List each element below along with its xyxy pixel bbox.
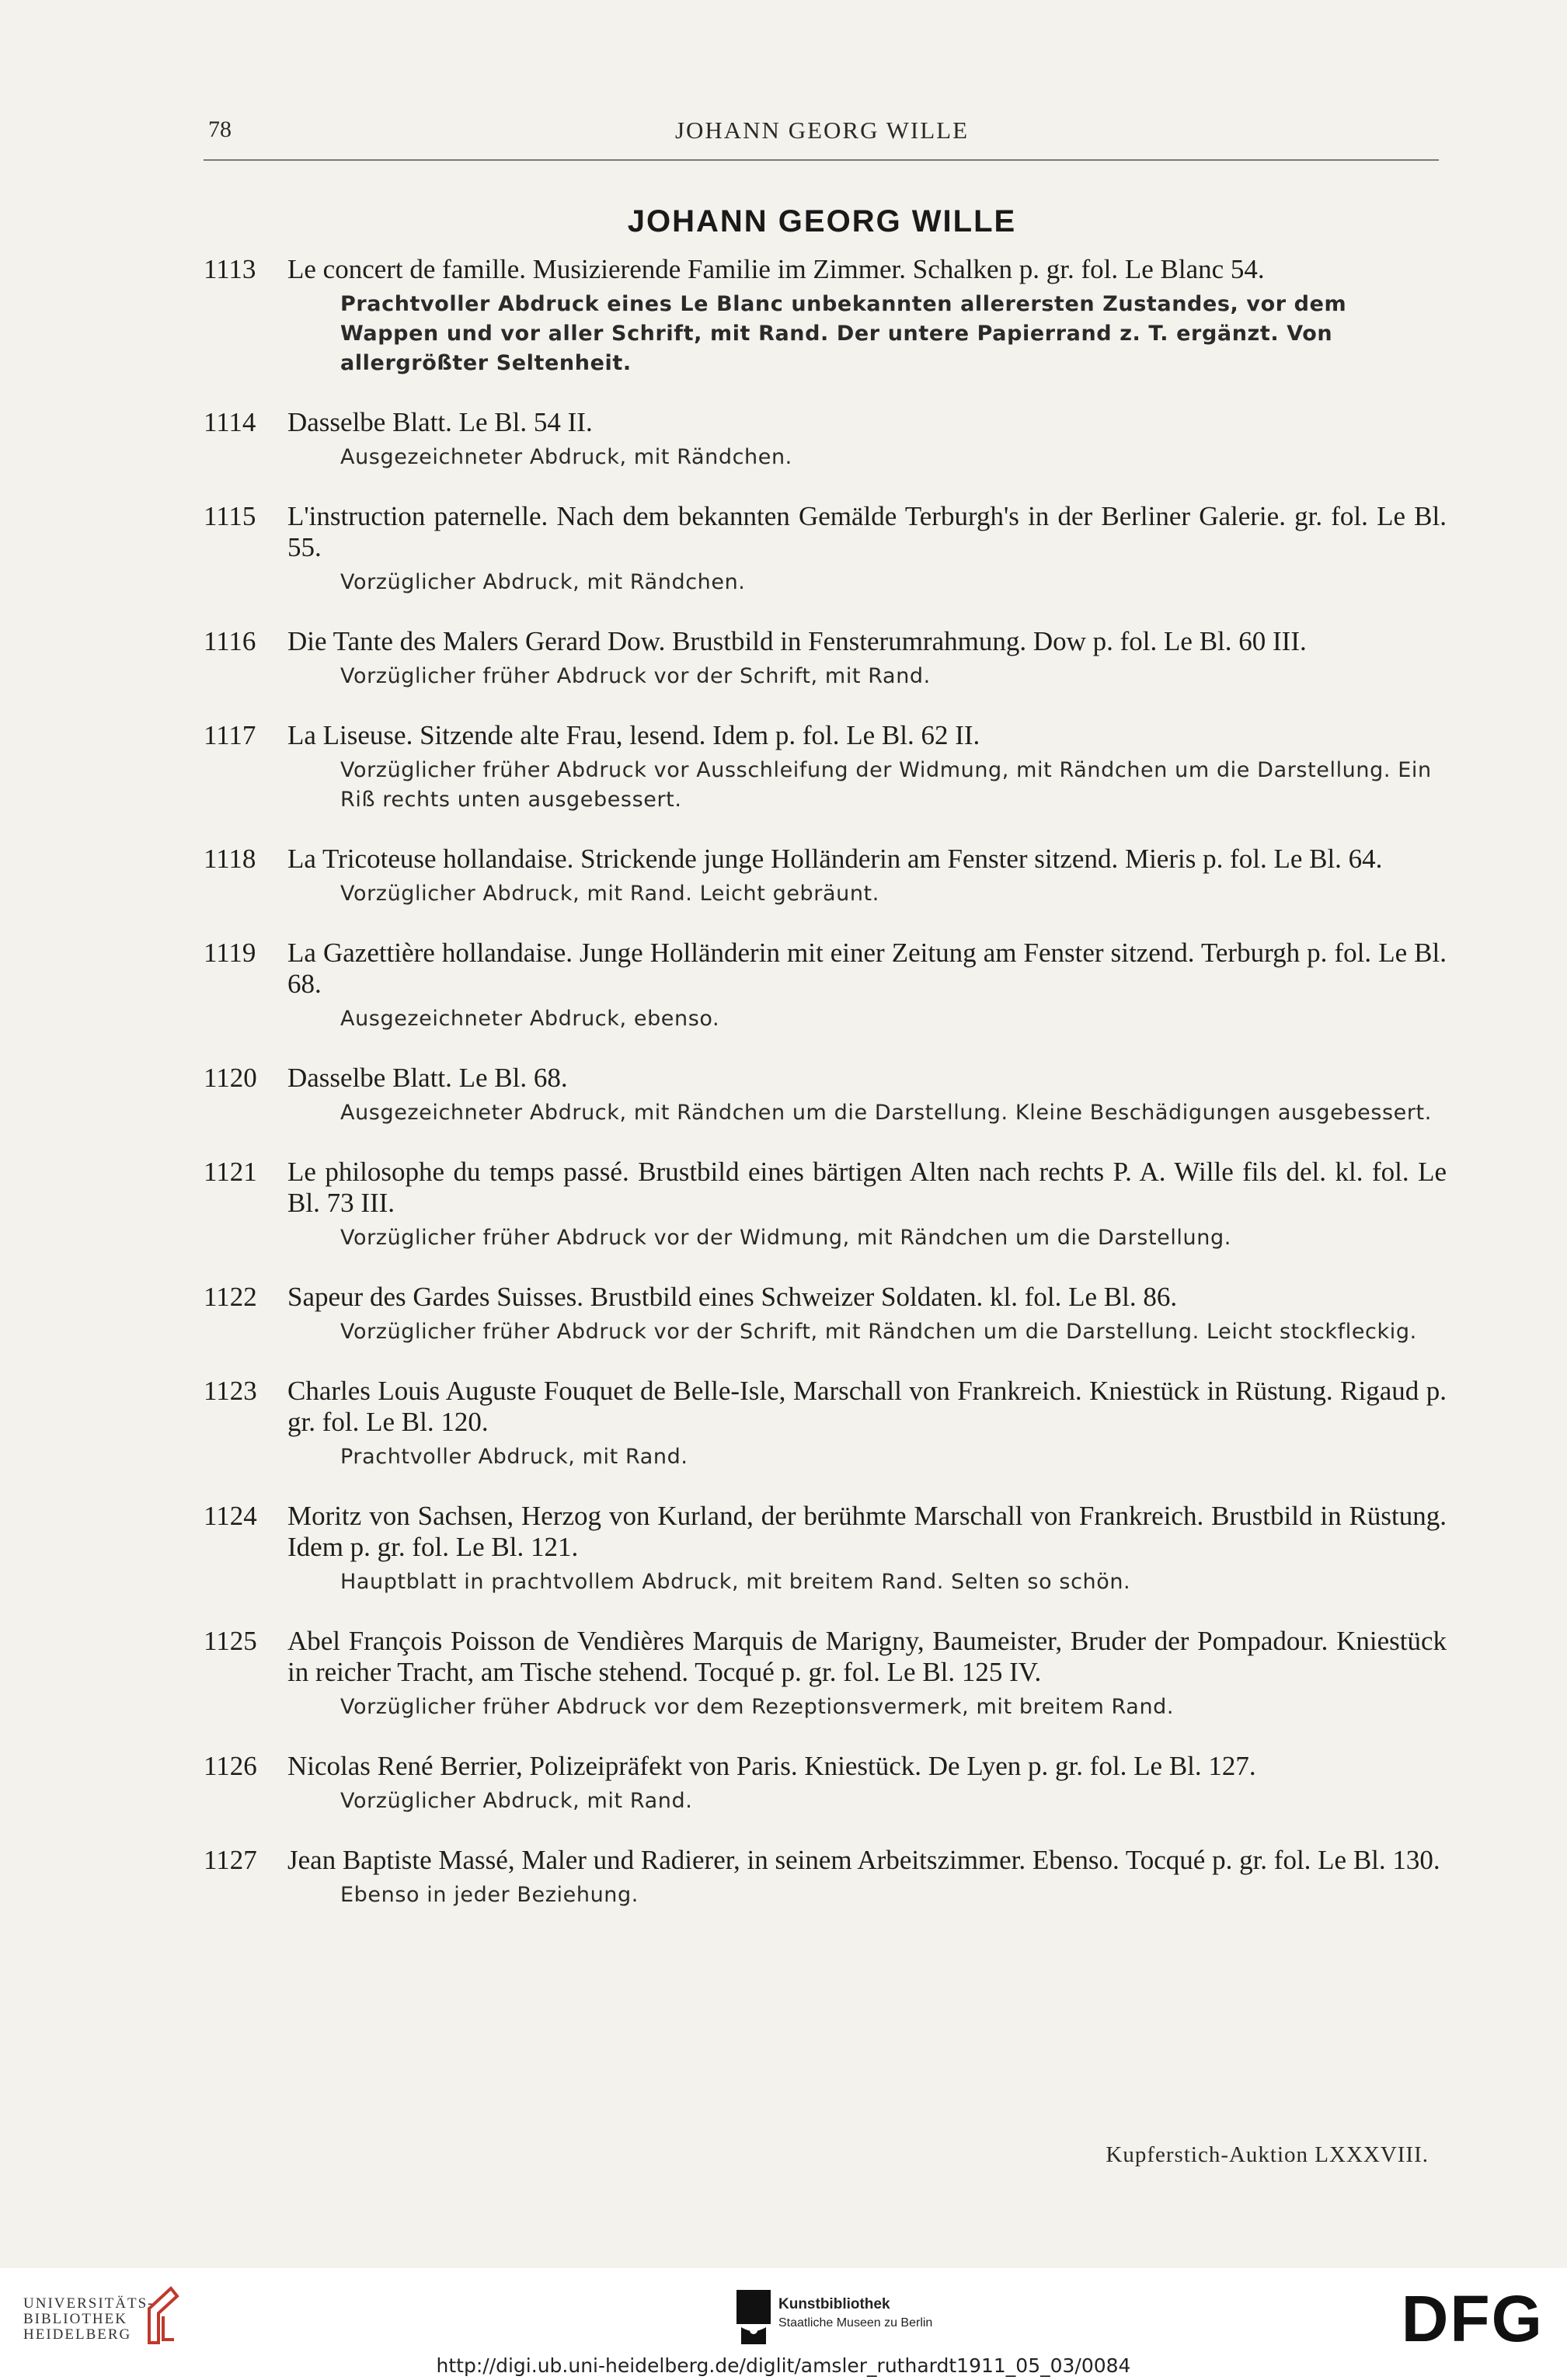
lot-condition-note: Ebenso in jeder Beziehung. [340,1883,639,1907]
lot-description: Jean Baptiste Massé, Maler und Radierer, in seinem Arbeitszimmer. Ebenso. Tocqué p. gr. fol. Le Bl. 130. [287,1845,1440,1875]
lot-description: Dasselbe Blatt. Le Bl. 54 II. [287,407,593,437]
lot-list [204,254,1447,1939]
lot-description: Die Tante des Malers Gerard Dow. Brustbild in Fensterumrahmung. Dow p. fol. Le Bl. 60 III. [287,626,1307,656]
running-header [208,117,1436,163]
lot-number: 1115 [204,501,256,531]
lot-entry-1121 [204,1157,1447,1253]
lot-description: La Tricoteuse hollandaise. Strickende junge Holländerin am Fenster sitzend. Mieris p. fol. Le Bl. 64. [287,844,1383,874]
lot-description: Moritz von Sachsen, Herzog von Kurland, der berühmte Marschall von Frankreich. Brustbild in Rüstung. Idem p. gr. fol. Le Bl. 121. [287,1501,1447,1562]
lot-description: Sapeur des Gardes Suisses. Brustbild eines Schweizer Soldaten. kl. fol. Le Bl. 86. [287,1282,1178,1312]
ub-heidelberg-logo-icon [140,2285,186,2347]
lot-number: 1123 [204,1376,257,1406]
lot-entry-1119 [204,938,1447,1034]
running-title: JOHANN GEORG WILLE [674,117,970,144]
lot-condition-note: Vorzüglicher Abdruck, mit Rand. Leicht gebräunt. [340,882,879,906]
lot-number: 1121 [204,1157,257,1187]
lot-condition-note: Vorzüglicher früher Abdruck vor dem Rezeptionsvermerk, mit breitem Rand. [340,1695,1175,1719]
lot-entry-1126 [204,1751,1447,1816]
lot-condition-note: Vorzüglicher Abdruck, mit Rändchen. [340,570,746,594]
lot-condition-note: Ausgezeichneter Abdruck, ebenso. [340,1007,720,1031]
lot-entry-1115 [204,501,1447,597]
lot-entry-1125 [204,1626,1447,1722]
lot-number: 1114 [204,407,256,437]
lot-entry-1124 [204,1501,1447,1597]
lot-description: Charles Louis Auguste Fouquet de Belle-Isle, Marschall von Frankreich. Kniestück in Rüstung. Rigaud p. gr. fol. Le Bl. 120. [287,1376,1447,1437]
header-rule [204,159,1439,161]
lot-condition-note: Prachtvoller Abdruck eines Le Blanc unbekannten allerersten Zustandes, vor dem Wappen und vor aller Schrift, mit Rand. Der untere Papierrand z. T. ergänzt. Von allergrößter Seltenheit. [340,292,1347,375]
lot-number: 1125 [204,1626,257,1656]
lot-number: 1122 [204,1282,257,1312]
lot-condition-note: Prachtvoller Abdruck, mit Rand. [340,1445,688,1469]
lot-number: 1118 [204,844,256,874]
kunstbibliothek-logo-icon [736,2290,771,2344]
page-number: 78 [208,117,232,142]
lot-condition-note: Vorzüglicher früher Abdruck vor der Schrift, mit Rändchen um die Darstellung. Leicht stockfleckig. [340,1320,1417,1344]
lot-entry-1120 [204,1063,1447,1128]
lot-description: Dasselbe Blatt. Le Bl. 68. [287,1063,568,1093]
lot-description: La Gazettière hollandaise. Junge Holländerin mit einer Zeitung am Fenster sitzend. Terburgh p. fol. Le Bl. 68. [287,938,1447,999]
lot-number: 1127 [204,1845,257,1875]
auction-signature: Kupferstich-Auktion LXXXVIII. [1106,2142,1429,2167]
lot-condition-note: Hauptblatt in prachtvollem Abdruck, mit breitem Rand. Selten so schön. [340,1570,1131,1594]
kunstbibliothek-text: Kunstbibliothek Staatliche Museen zu Berlin [778,2296,933,2330]
lot-number: 1117 [204,720,256,750]
digitization-footer [0,2268,1567,2380]
lot-number: 1126 [204,1751,257,1781]
dfg-logo: DFG [1401,2282,1544,2355]
lot-entry-1113 [204,254,1447,378]
lot-entry-1116 [204,626,1447,691]
lot-number: 1113 [204,254,256,284]
lot-description: Nicolas René Berrier, Polizeipräfekt von Paris. Kniestück. De Lyen p. gr. fol. Le Bl. 127. [287,1751,1256,1781]
lot-entry-1123 [204,1376,1447,1472]
lot-entry-1122 [204,1282,1447,1347]
section-title: JOHANN GEORG WILLE [627,204,1017,238]
lot-description: Abel François Poisson de Vendières Marquis de Marigny, Baumeister, Bruder der Pompadour. Kniestück in reicher Tracht, am Tische stehend. Tocqué p. gr. fol. Le Bl. 125 IV. [287,1626,1447,1687]
lot-condition-note: Ausgezeichneter Abdruck, mit Rändchen um die Darstellung. Kleine Beschädigungen ausgebessert. [340,1101,1432,1125]
lot-condition-note: Vorzüglicher früher Abdruck vor der Schrift, mit Rand. [340,664,931,688]
lot-condition-note: Vorzüglicher früher Abdruck vor Ausschleifung der Widmung, mit Rändchen um die Darstellung. Ein Riß rechts unten ausgebessert. [340,758,1432,812]
lot-description: La Liseuse. Sitzende alte Frau, lesend. Idem p. fol. Le Bl. 62 II. [287,720,980,750]
lot-entry-1127 [204,1845,1447,1910]
lot-number: 1124 [204,1501,257,1531]
permalink-url[interactable]: http://digi.ub.uni-heidelberg.de/diglit/amsler_ruthardt1911_05_03/0084 [436,2354,1131,2377]
lot-description: Le philosophe du temps passé. Brustbild eines bärtigen Alten nach rechts P. A. Wille fils del. kl. fol. Le Bl. 73 III. [287,1157,1447,1218]
lot-entry-1118 [204,844,1447,909]
lot-condition-note: Vorzüglicher früher Abdruck vor der Widmung, mit Rändchen um die Darstellung. [340,1226,1231,1250]
lot-condition-note: Ausgezeichneter Abdruck, mit Rändchen. [340,445,792,469]
ub-heidelberg-text: UNIVERSITÄTS- BIBLIOTHEK HEIDELBERG [23,2295,155,2343]
lot-entry-1117 [204,720,1447,815]
lot-description: Le concert de famille. Musizierende Familie im Zimmer. Schalken p. gr. fol. Le Blanc 54. [287,254,1265,284]
lot-number: 1119 [204,938,256,968]
lot-number: 1116 [204,626,256,656]
lot-entry-1114 [204,407,1447,472]
lot-description: L'instruction paternelle. Nach dem bekannten Gemälde Terburgh's in der Berliner Galerie. gr. fol. Le Bl. 55. [287,501,1447,562]
lot-number: 1120 [204,1063,257,1093]
lot-condition-note: Vorzüglicher Abdruck, mit Rand. [340,1789,693,1813]
